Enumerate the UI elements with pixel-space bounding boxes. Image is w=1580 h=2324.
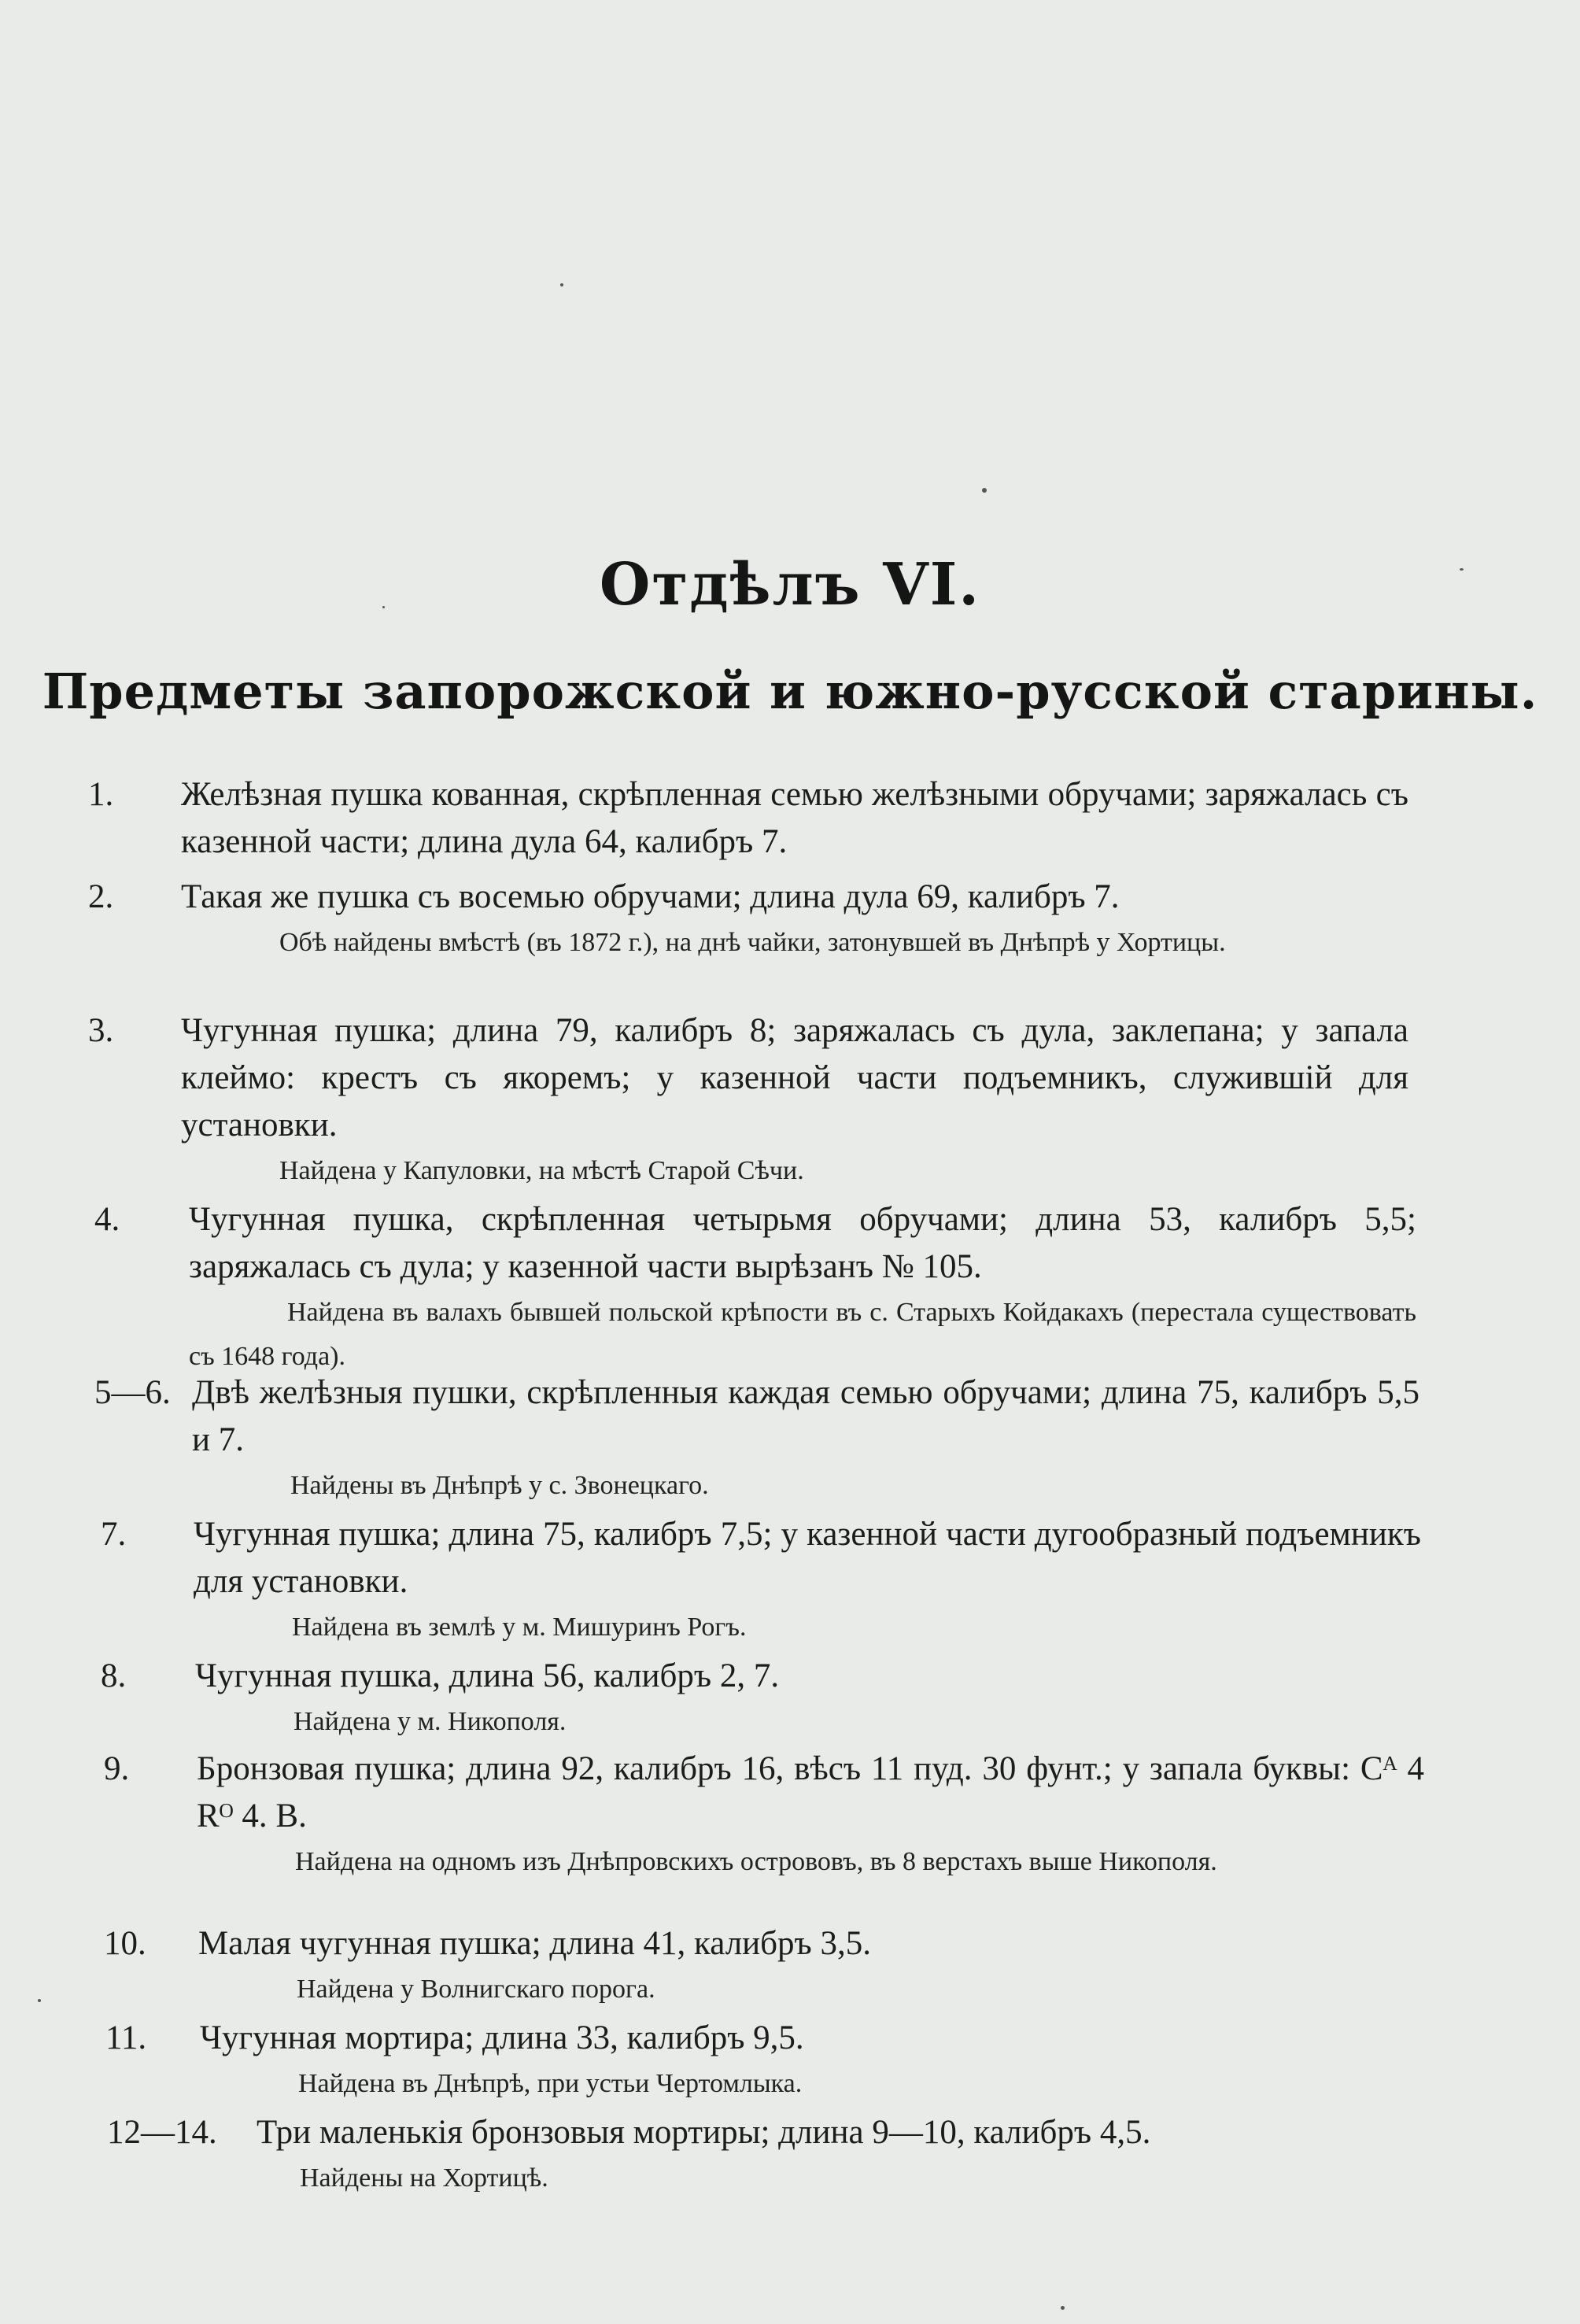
entry-number: 11.	[105, 2019, 147, 2056]
entry-description: Малая чугунная пушка; длина 41, калибръ 3,5.	[198, 1925, 872, 1962]
entry-description: Чугунная пушка, скрѣпленная четырьмя обручами; длина 53, калибръ 5,5; заряжалась съ дула; у казенной части вырѣзанъ № 105.	[189, 1201, 1416, 1285]
entry-note: Найдена на одномъ изъ Днѣпровскихъ острововъ, въ 8 верстахъ выше Никополя.	[295, 1847, 1217, 1876]
scan-speck	[1061, 2306, 1065, 2310]
entry-number: 1.	[88, 776, 114, 813]
scan-speck	[1460, 568, 1464, 571]
entry-note: Найдена въ валахъ бывшей польской крѣпости въ с. Старыхъ Койдакахъ (перестала существовать съ 1648 года).	[189, 1298, 1416, 1371]
entry-note: Найдены на Хортицѣ.	[300, 2163, 548, 2193]
entry-number: 8.	[101, 1657, 127, 1694]
entry-number: 3.	[88, 1012, 114, 1049]
entry-note: Найдена въ землѣ у м. Мишуринъ Рогъ.	[292, 1613, 747, 1642]
entry-description: Чугунная пушка; длина 79, калибръ 8; заряжалась съ дула, заклепана; у запала клеймо: крестъ съ якоремъ; у казенной части подъемникъ, служившій для установки.	[181, 1012, 1408, 1144]
section-title: Отдѣлъ VI.	[599, 551, 981, 619]
entry-description: Бронзовая пушка; длина 92, калибръ 16, вѣсъ 11 пуд. 30 фунт.; у запала буквы: Cᴬ 4 Rᴼ 4. B.	[197, 1750, 1424, 1834]
entry-note: Найдена у Капуловки, на мѣстѣ Старой Сѣчи.	[279, 1156, 804, 1185]
entry-description: Чугунная мортира; длина 33, калибръ 9,5.	[200, 2019, 804, 2056]
entry-number: 7.	[101, 1516, 127, 1553]
entry-number: 5—6.	[94, 1374, 171, 1411]
entry-number: 10.	[104, 1925, 146, 1962]
entry-description: Двѣ желѣзныя пушки, скрѣпленныя каждая семью обручами; длина 75, калибръ 5,5 и 7.	[192, 1374, 1419, 1458]
entry-description: Три маленькія бронзовыя мортиры; длина 9—10, калибръ 4,5.	[257, 2114, 1151, 2151]
entry-note: Найдена у Волнигскаго порога.	[297, 1975, 655, 2004]
entry-number: 9.	[104, 1750, 130, 1787]
scan-speck	[38, 1999, 41, 2002]
entry-description: Чугунная пушка, длина 56, калибръ 2, 7.	[195, 1657, 780, 1694]
entry-note: Найдены въ Днѣпрѣ у с. Звонецкаго.	[290, 1471, 709, 1500]
entry-number: 4.	[94, 1201, 120, 1238]
scan-speck	[982, 488, 987, 493]
entry-description: Такая же пушка съ восемью обручами; длина дула 69, калибръ 7.	[181, 878, 1120, 915]
section-subtitle: Предметы запорожской и южно-русской старины.	[42, 663, 1538, 720]
entry-description: Желѣзная пушка кованная, скрѣпленная семью желѣзными обручами; заряжалась съ казенной части; длина дула 64, калибръ 7.	[181, 776, 1408, 860]
entry-description: Чугунная пушка; длина 75, калибръ 7,5; у казенной части дугообразный подъемникъ для установки.	[194, 1516, 1421, 1600]
entry-number: 2.	[88, 878, 114, 915]
scan-speck	[560, 283, 563, 286]
entry-note: Найдена у м. Никополя.	[293, 1707, 567, 1736]
entry-note: Обѣ найдены вмѣстѣ (въ 1872 г.), на днѣ чайки, затонувшей въ Днѣпрѣ у Хортицы.	[279, 928, 1226, 957]
entry-note: Найдена въ Днѣпрѣ, при устьи Чертомлыка.	[298, 2069, 803, 2098]
entry-number: 12—14.	[107, 2114, 217, 2151]
scan-speck	[382, 606, 385, 608]
